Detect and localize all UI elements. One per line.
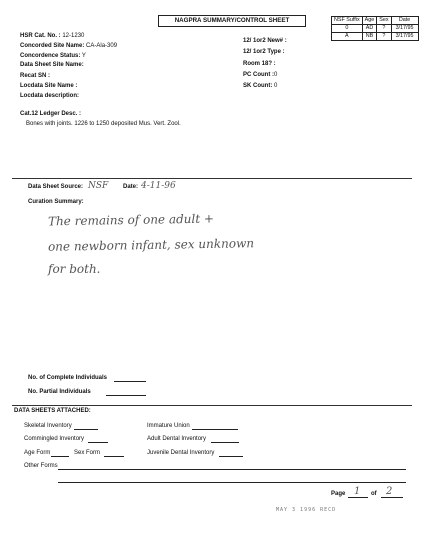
age-header: Age: [362, 17, 377, 25]
received-stamp: MAY 3 1996 RECD: [276, 507, 337, 513]
table-cell: 0: [332, 25, 363, 33]
concorded-site-field: Concorded Site Name: CA-Ala-309: [20, 43, 118, 49]
data-sheet-source-value: NSF: [88, 181, 109, 191]
type-field: 12/ 1or2 Type :: [243, 49, 285, 55]
divider: [12, 405, 412, 406]
recat-sn-field: Recat SN :: [20, 73, 51, 79]
commingled-inventory-label: Commingled Inventory: [24, 436, 85, 442]
data-sheet-site-field: Data Sheet Site Name:: [20, 62, 84, 68]
room-18-field: Room 18? :: [243, 61, 276, 67]
complete-individuals-label: No. of Complete Individuals: [28, 375, 108, 381]
adult-dental-label: Adult Dental Inventory: [147, 436, 207, 442]
page-title: NAGPRA SUMMARY/CONTROL SHEET: [158, 15, 306, 27]
date-label: Date:: [123, 184, 139, 190]
concordence-status-field: Concordence Status: Y: [20, 53, 86, 59]
sex-form-label: Sex Form: [74, 450, 101, 456]
nsf-table: [331, 16, 419, 41]
page-of-label: of: [371, 491, 377, 497]
page-total: 2: [386, 486, 393, 497]
curation-summary-line: The remains of one adult +: [47, 211, 215, 229]
curation-summary-label: Curation Summary:: [28, 199, 84, 205]
data-sheet-source-label: Data Sheet Source:: [28, 184, 84, 190]
table-cell: A: [332, 33, 363, 41]
complete-individuals-blank: [114, 381, 146, 382]
other-forms-blank: [58, 469, 406, 470]
page-current: 1: [354, 486, 361, 497]
partial-individuals-blank: [106, 395, 146, 396]
other-forms-blank-2: [58, 482, 406, 483]
locdata-description-field: Locdata description:: [20, 93, 80, 99]
curation-summary-line: for both.: [48, 262, 101, 276]
curation-summary-line: one newborn infant, sex unknown: [47, 236, 255, 254]
table-cell: ?: [377, 25, 391, 33]
hsr-cat-field: HSR Cat. No. : 12-1230: [20, 33, 85, 39]
other-forms-label: Other Forms: [24, 463, 58, 469]
new-number-field: 12/ 1or2 New# :: [243, 38, 287, 44]
ledger-text: Bones with joints. 1226 to 1250 deposited Mus. Vert. Zool.: [26, 121, 181, 127]
sex-form-blank: [104, 456, 124, 457]
table-row: [332, 25, 419, 33]
sex-header: Sex: [377, 17, 391, 25]
table-cell: ?: [377, 33, 391, 41]
juvenile-dental-blank: [219, 456, 243, 457]
table-cell: AD: [362, 25, 377, 33]
skeletal-inventory-label: Skeletal Inventory: [24, 423, 72, 429]
skeletal-inventory-blank: [74, 429, 98, 430]
age-form-blank: [51, 456, 69, 457]
sk-count-field: SK Count: 0: [243, 83, 278, 89]
ledger-label: Cat.12 Ledger Desc. :: [20, 111, 82, 117]
juvenile-dental-label: Juvenile Dental Inventory: [147, 450, 215, 456]
table-cell: NB: [362, 33, 377, 41]
table-cell: 3/17/95: [391, 25, 418, 33]
page-label: Page: [331, 491, 346, 497]
immature-union-label: Immature Union: [147, 423, 190, 429]
locdata-site-field: Locdata Site Name :: [20, 83, 78, 89]
table-row: [332, 33, 419, 41]
table-cell: 3/17/95: [391, 33, 418, 41]
page-total-blank: [381, 497, 403, 498]
partial-individuals-label: No. Partial Individuals: [28, 389, 91, 395]
attached-heading: DATA SHEETS ATTACHED:: [14, 408, 91, 414]
divider: [12, 178, 412, 179]
commingled-inventory-blank: [88, 442, 108, 443]
pc-count-field: PC Count :0: [243, 72, 278, 78]
age-form-label: Age Form: [24, 450, 51, 456]
immature-union-blank: [192, 429, 238, 430]
date-header: Date: [391, 17, 418, 25]
page-current-blank: [348, 497, 368, 498]
nsf-header: NSF Suffix: [332, 17, 363, 25]
date-value: 4-11-96: [141, 181, 176, 191]
adult-dental-blank: [211, 442, 239, 443]
